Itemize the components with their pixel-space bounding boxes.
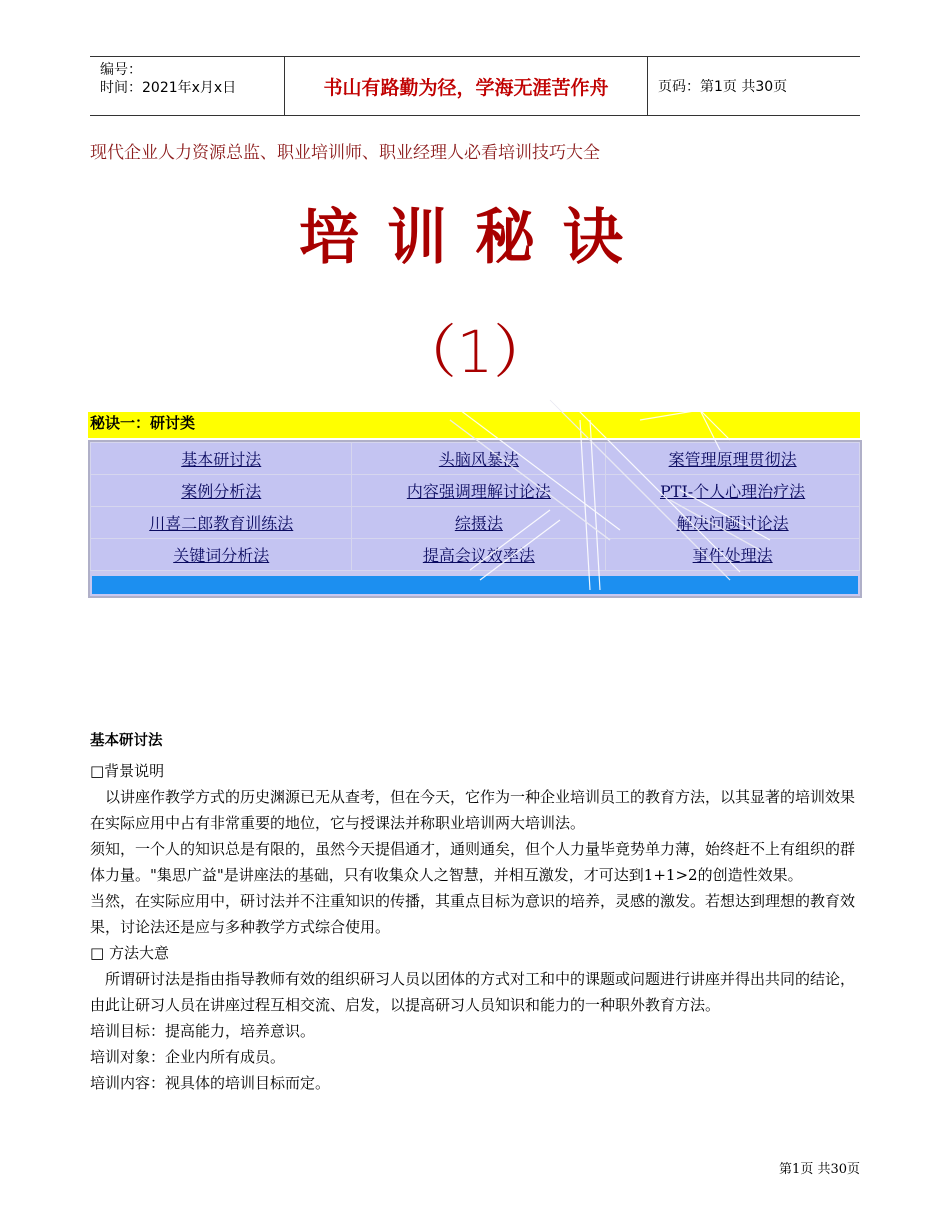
code-label: 编号： bbox=[100, 62, 142, 78]
method-link[interactable]: 川喜二郎教育训练法 bbox=[149, 514, 294, 533]
document-title-number: （1） bbox=[398, 318, 552, 386]
table-row bbox=[91, 507, 860, 539]
section-heading: 基本研讨法 bbox=[90, 733, 163, 749]
page-header bbox=[90, 56, 860, 116]
paragraph: 以讲座作教学方式的历史渊源已无从查考，但在今天，它作为一种企业培训员工的教育方法，以其显著的培训效果在实际应用中占有非常重要的地位，它与授课法并称职业培训两大培训法。 bbox=[90, 788, 856, 832]
table-cell bbox=[352, 539, 606, 571]
paragraph: 当然，在实际应用中，研讨法并不注重知识的传播，其重点目标为意识的培养，灵感的激发。若想达到理想的教育效果，讨论法还是应与多种教学方式综合使用。 bbox=[90, 892, 856, 936]
table-row bbox=[91, 539, 860, 571]
table-row bbox=[91, 443, 860, 475]
paragraph: 所谓研讨法是指由指导教师有效的组织研习人员以团体的方式对工和中的课题或问题进行讲座并得出共同的结论，由此让研习人员在讲座过程互相交流、启发，以提高研习人员知识和能力的一种职外教育方法。 bbox=[90, 970, 856, 1014]
document-subtitle: 现代企业人力资源总监、职业培训师、职业经理人必看培训技巧大全 bbox=[90, 143, 600, 163]
paragraph: □背景说明 bbox=[90, 762, 165, 780]
method-link[interactable]: 内容强调理解讨论法 bbox=[406, 482, 551, 501]
method-link[interactable]: 案管理原理贯彻法 bbox=[668, 450, 797, 469]
method-link[interactable]: 基本研讨法 bbox=[181, 450, 262, 469]
table-cell bbox=[606, 507, 860, 539]
method-link[interactable]: 提高会议效率法 bbox=[422, 546, 535, 565]
method-link[interactable]: 头脑风暴法 bbox=[438, 450, 519, 469]
table-cell bbox=[91, 507, 352, 539]
blue-footer-bar bbox=[92, 576, 858, 594]
table-cell bbox=[606, 475, 860, 507]
body-content bbox=[90, 728, 862, 1096]
table-cell bbox=[352, 475, 606, 507]
paragraph: 培训目标：提高能力，培养意识。 bbox=[90, 1022, 316, 1040]
paragraph: 培训内容：视具体的培训目标而定。 bbox=[90, 1074, 331, 1092]
method-link[interactable]: PTI-个人心理治疗法 bbox=[660, 482, 806, 501]
time-label: 时间：2021年x月x日 bbox=[100, 80, 237, 96]
method-link[interactable]: 解决问题讨论法 bbox=[676, 514, 789, 533]
methods-table bbox=[90, 442, 860, 571]
header-page-info: 页码：第1页 共30页 bbox=[658, 79, 788, 95]
table-cell bbox=[606, 539, 860, 571]
page-footer: 第1页 共30页 bbox=[779, 1162, 860, 1177]
table-cell bbox=[352, 507, 606, 539]
table-row bbox=[91, 475, 860, 507]
document-title: 培训秘诀 bbox=[299, 203, 651, 273]
paragraph: 培训对象：企业内所有成员。 bbox=[90, 1048, 286, 1066]
table-cell bbox=[91, 475, 352, 507]
table-cell bbox=[91, 539, 352, 571]
method-link[interactable]: 事件处理法 bbox=[692, 546, 773, 565]
table-cell bbox=[352, 443, 606, 475]
header-motto: 书山有路勤为径，学海无涯苦作舟 bbox=[285, 57, 648, 115]
method-link[interactable]: 案例分析法 bbox=[181, 482, 262, 501]
header-meta bbox=[90, 57, 285, 115]
table-cell bbox=[606, 443, 860, 475]
section-bar: 秘诀一：研讨类 bbox=[88, 412, 860, 438]
paragraph: 须知，一个人的知识总是有限的，虽然今天提倡通才，通则通矣，但个人力量毕竟势单力薄，始终赶不上有组织的群体力量。"集思广益"是讲座法的基础，只有收集众人之智慧，并相互激发，才可达到1+1>2的创造性效果。 bbox=[90, 840, 856, 884]
table-cell bbox=[91, 443, 352, 475]
methods-table-container bbox=[88, 440, 862, 598]
method-link[interactable]: 综摄法 bbox=[454, 514, 503, 533]
paragraph: □ 方法大意 bbox=[90, 944, 169, 962]
method-link[interactable]: 关键词分析法 bbox=[173, 546, 270, 565]
